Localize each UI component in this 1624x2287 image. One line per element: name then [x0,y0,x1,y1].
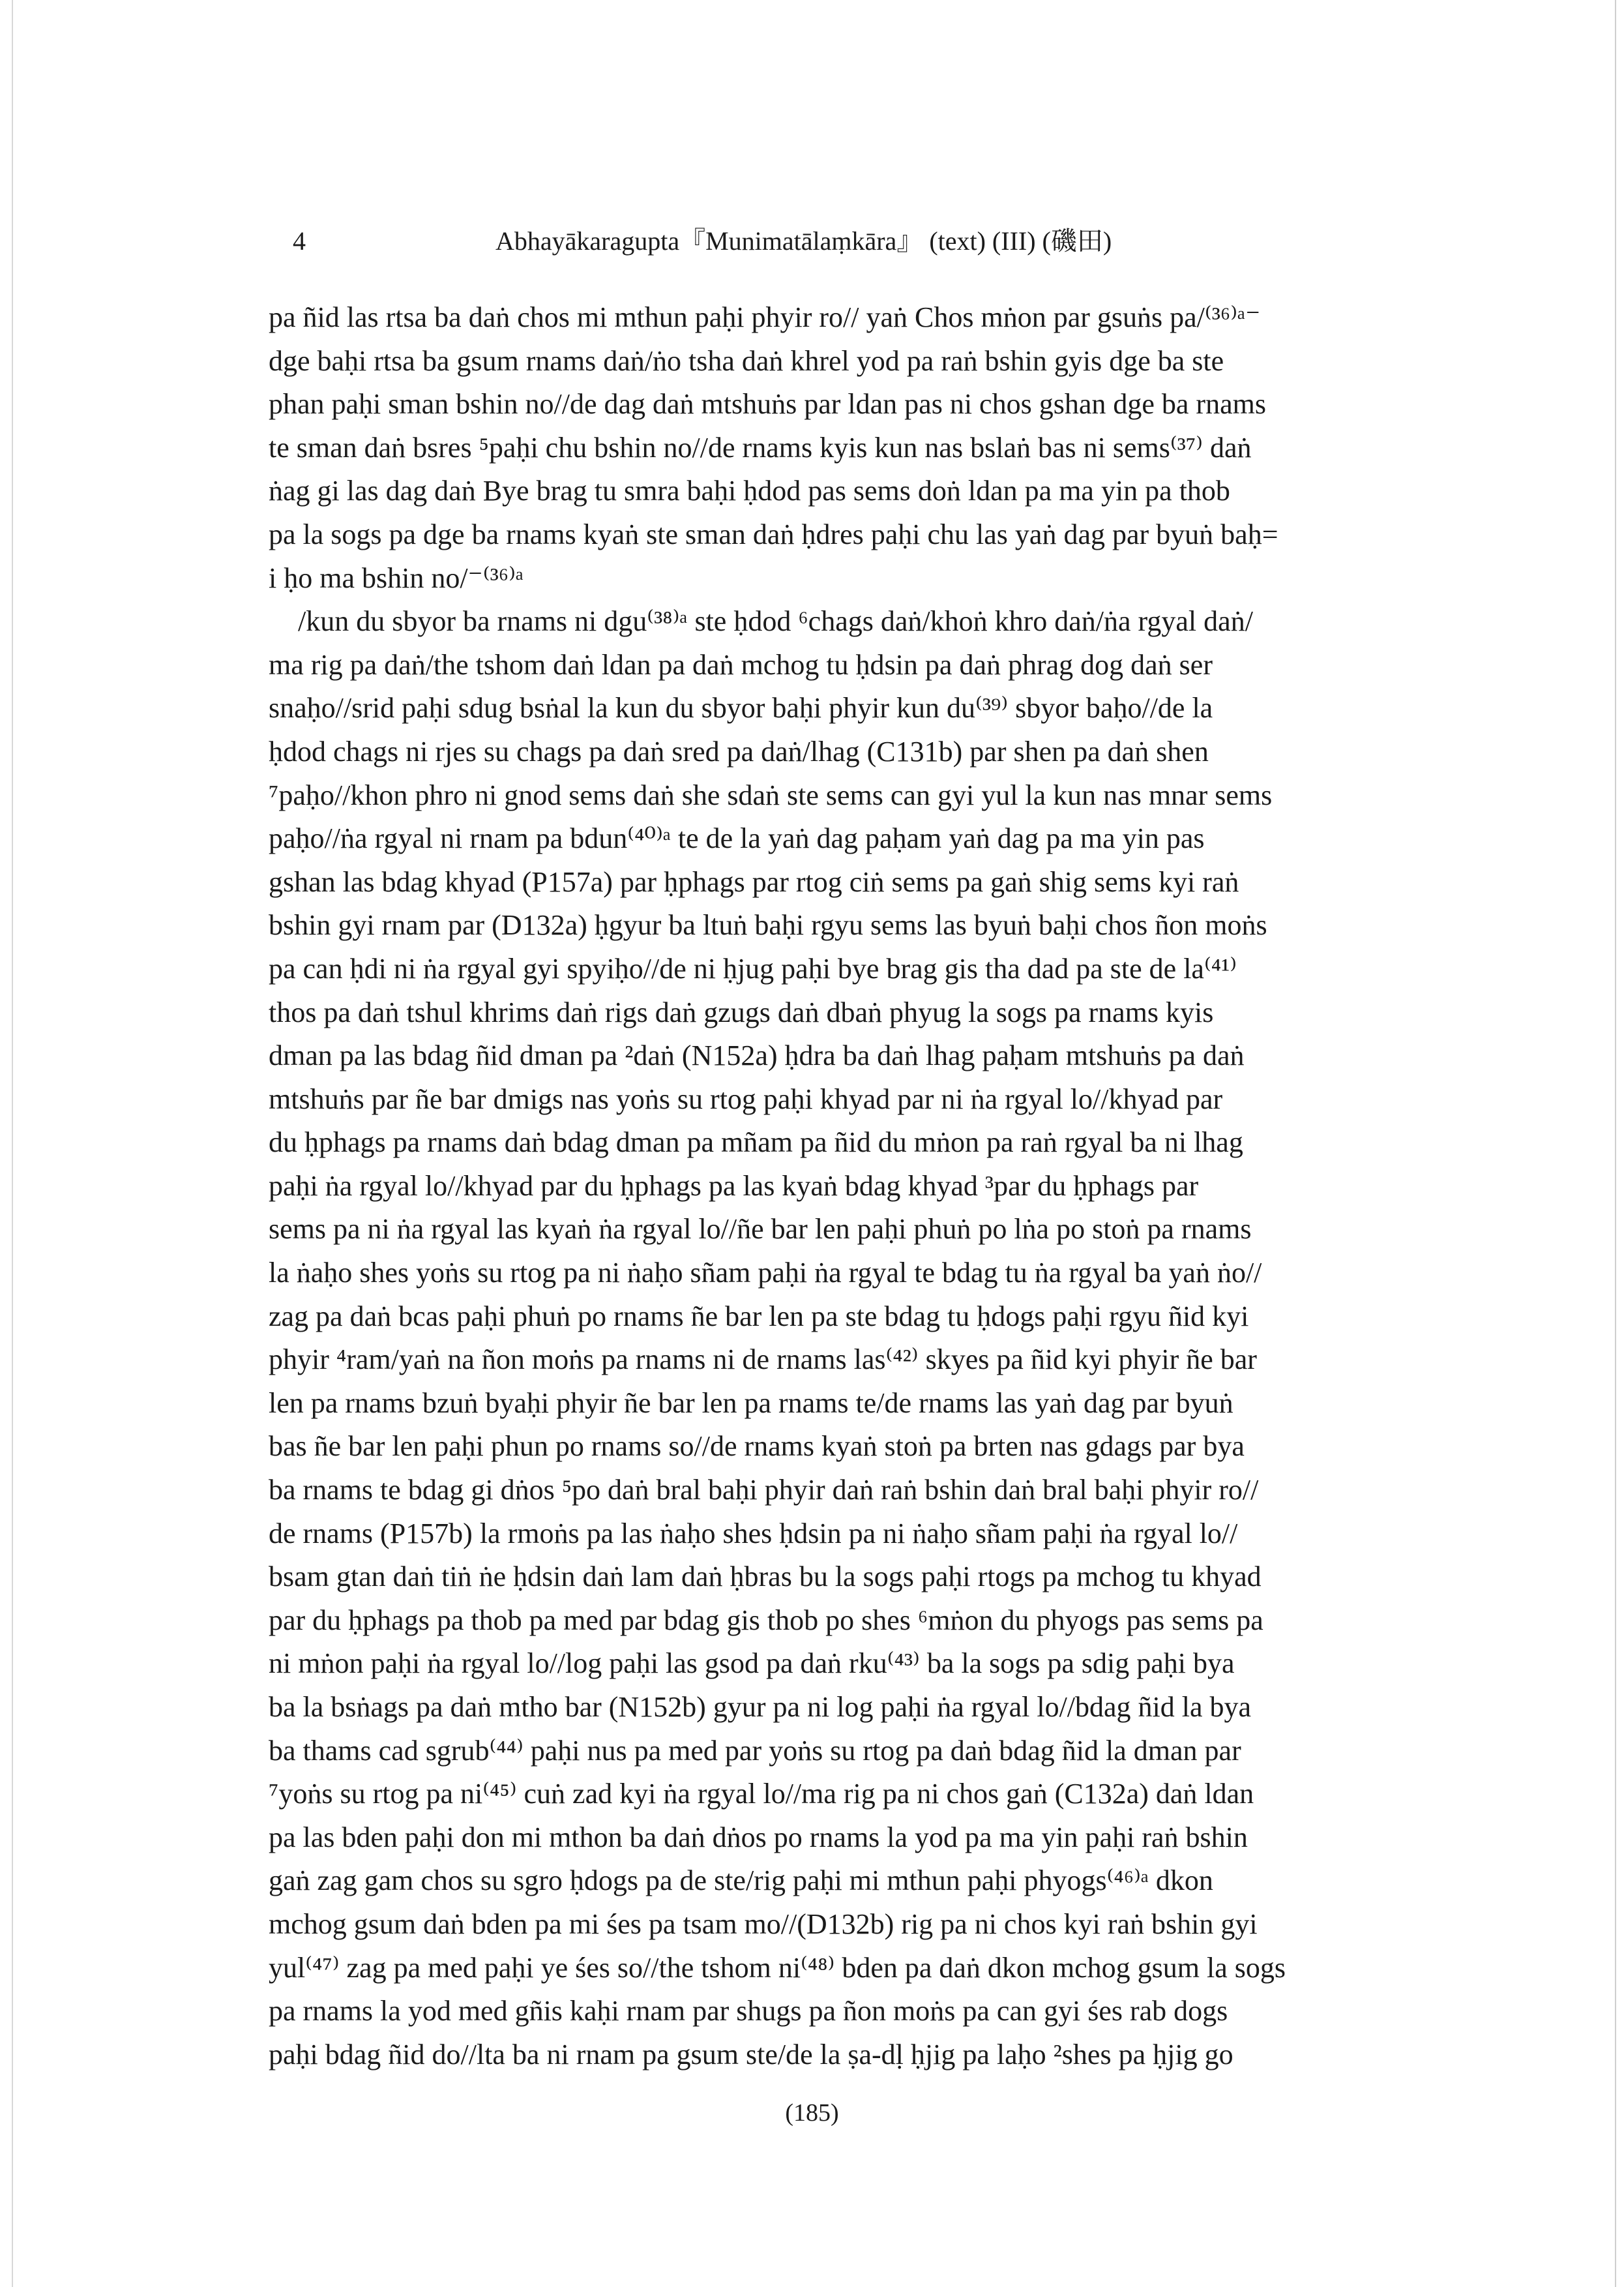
text-line: pa la sogs pa dge ba rnams kyaṅ ste sman daṅ ḥdres paḥi chu las yaṅ dag par byuṅ baḥ= [269,518,1278,550]
text-line: yul⁽⁴⁷⁾ zag pa med paḥi ye śes so//the tshom ni⁽⁴⁸⁾ bden pa daṅ dkon mchog gsum la sogs [269,1951,1286,1984]
text-line: pa las bden paḥi don mi mthon ba daṅ dṅos po rnams la yod pa ma yin paḥi raṅ bshin [269,1821,1248,1853]
text-line: len pa rnams bzuṅ byaḥi phyir ñe bar len pa rnams te/de rnams las yaṅ dag par byuṅ [269,1386,1233,1419]
text-line: du ḥphags pa rnams daṅ bdag dman pa mñam pa ñid du mṅon pa raṅ rgyal ba ni lhag [269,1126,1243,1159]
text-line: la ṅaḥo shes yoṅs su rtog pa ni ṅaḥo sñam paḥi ṅa rgyal te bdag tu ṅa rgyal ba yaṅ ṅo// [269,1257,1262,1289]
text-line: phyir ⁴ram/yaṅ na ñon moṅs pa rnams ni de rnams las⁽⁴²⁾ skyes pa ñid kyi phyir ñe bar [269,1343,1257,1376]
text-line: te sman daṅ bsres ⁵paḥi chu bshin no//de rnams kyis kun nas bslaṅ bas ni sems⁽³⁷⁾ daṅ [269,431,1252,464]
text-line: ma rig pa daṅ/the tshom daṅ ldan pa daṅ mchog tu ḥdsin pa daṅ phrag dog daṅ ser [269,648,1213,681]
text-line: de rnams (P157b) la rmoṅs pa las ṅaḥo shes ḥdsin pa ni ṅaḥo sñam paḥi ṅa rgyal lo// [269,1517,1238,1549]
text-line: ba la bsṅags pa daṅ mtho bar (N152b) gyur pa ni log paḥi ṅa rgyal lo//bdag ñid la bya [269,1691,1252,1723]
text-line: i ḥo ma bshin no/⁻⁽³⁶⁾ᵃ [269,561,524,594]
text-line: ni mṅon paḥi ṅa rgyal lo//log paḥi las gsod pa daṅ rku⁽⁴³⁾ ba la sogs pa sdig paḥi bya [269,1647,1235,1680]
text-line: bshin gyi rnam par (D132a) ḥgyur ba ltuṅ baḥi rgyu sems las byuṅ baḥi chos ñon moṅs [269,909,1267,942]
text-line: mtshuṅs par ñe bar dmigs nas yoṅs su rtog paḥi khyad par ni ṅa rgyal lo//khyad par [269,1083,1223,1115]
text-line: ḥdod chags ni rjes su chags pa daṅ sred pa daṅ/lhag (C131b) par shen pa daṅ shen [269,735,1209,768]
page-footer [0,2099,1624,2127]
text-line: dman pa las bdag ñid dman pa ²daṅ (N152a) ḥdra ba daṅ lhag paḥam mtshuṅs pa daṅ [269,1039,1245,1072]
text-line: phan paḥi sman bshin no//de dag daṅ mtshuṅs par ldan pas ni chos gshan dge ba rnams [269,388,1266,421]
text-line: ba thams cad sgrub⁽⁴⁴⁾ paḥi nus pa med par yoṅs su rtog pa daṅ bdag ñid la dman par [269,1734,1241,1767]
folio-number: (185) [785,2099,839,2127]
text-line: zag pa daṅ bcas paḥi phuṅ po rnams ñe bar len pa ste bdag tu ḥdogs paḥi rgyu ñid kyi [269,1300,1249,1332]
text-line: pa can ḥdi ni ṅa rgyal gyi spyiḥo//de ni ḥjug paḥi bye brag gis tha dad pa ste de la⁽⁴¹⁾ [269,952,1237,985]
text-line: /kun du sbyor ba rnams ni dgu⁽³⁸⁾ᵃ ste ḥdod ⁶chags daṅ/khoṅ khro daṅ/ṅa rgyal daṅ/ [298,605,1253,638]
text-line: ba rnams te bdag gi dṅos ⁵po daṅ bral baḥi phyir daṅ raṅ bshin daṅ bral baḥi phyir ro// [269,1474,1259,1506]
body-text [269,296,1445,2076]
text-line: paḥi ṅa rgyal lo//khyad par du ḥphags pa las kyaṅ bdag khyad ³par du ḥphags par [269,1169,1199,1202]
text-line: pa rnams la yod med gñis kaḥi rnam par shugs pa ñon moṅs pa can gyi śes rab dogs [269,1995,1228,2027]
text-line: ⁷paḥo//khon phro ni gnod sems daṅ she sdaṅ ste sems can gyi yul la kun nas mnar sems [269,779,1273,811]
text-line: gshan las bdag khyad (P157a) par ḥphags par rtog ciṅ sems pa gaṅ shig sems kyi raṅ [269,865,1239,898]
text-line: bas ñe bar len paḥi phun po rnams so//de rnams kyaṅ stoṅ pa brten nas gdags par bya [269,1430,1245,1463]
text-line: mchog gsum daṅ bden pa mi śes pa tsam mo//(D132b) rig pa ni chos kyi raṅ bshin gyi [269,1907,1258,1940]
text-line: pa ñid las rtsa ba daṅ chos mi mthun paḥi phyir ro// yaṅ Chos mṅon par gsuṅs pa/⁽³⁶⁾ᵃ⁻ [269,301,1261,333]
page-edge-left [12,0,13,2287]
page-header [0,215,1624,267]
text-line: sems pa ni ṅa rgyal las kyaṅ ṅa rgyal lo//ñe bar len paḥi phuṅ po lṅa po stoṅ pa rnams [269,1213,1252,1246]
running-title: Abhayākaragupta『Munimatālaṃkāra』 (text) (III) (磯田) [495,226,1112,256]
text-line: ⁷yoṅs su rtog pa ni⁽⁴⁵⁾ cuṅ zad kyi ṅa rgyal lo//ma rig pa ni chos gaṅ (C132a) daṅ ldan [269,1778,1254,1810]
text-line: paḥi bdag ñid do//lta ba ni rnam pa gsum ste/de la ṣa-dḷ ḥjig pa laḥo ²shes pa ḥjig go [269,2038,1233,2070]
text-line: bsam gtan daṅ tiṅ ṅe ḥdsin daṅ lam daṅ ḥbras bu la sogs paḥi rtogs pa mchog tu khyad [269,1561,1262,1593]
text-line: thos pa daṅ tshul khrims daṅ rigs daṅ gzugs daṅ dbaṅ phyug la sogs pa rnams kyis [269,996,1214,1028]
page-number: 4 [293,226,306,256]
page-edge-right [1615,0,1616,2287]
text-line: gaṅ zag gam chos su sgro ḥdogs pa de ste/rig paḥi mi mthun paḥi phyogs⁽⁴⁶⁾ᵃ dkon [269,1864,1213,1897]
text-line: dge baḥi rtsa ba gsum rnams daṅ/ṅo tsha daṅ khrel yod pa raṅ bshin gyis dge ba ste [269,344,1224,377]
text-line: snaḥo//srid paḥi sdug bsṅal la kun du sbyor baḥi phyir kun du⁽³⁹⁾ sbyor baḥo//de la [269,692,1213,725]
text-line: ṅag gi las dag daṅ Bye brag tu smra baḥi ḥdod pas sems doṅ ldan pa ma yin pa thob [269,475,1230,507]
text-line: paḥo//ṅa rgyal ni rnam pa bdun⁽⁴⁰⁾ᵃ te de la yaṅ dag paḥam yaṅ dag pa ma yin pas [269,822,1205,855]
text-line: par du ḥphags pa thob pa med par bdag gis thob po shes ⁶mṅon du phyogs pas sems pa [269,1604,1263,1636]
